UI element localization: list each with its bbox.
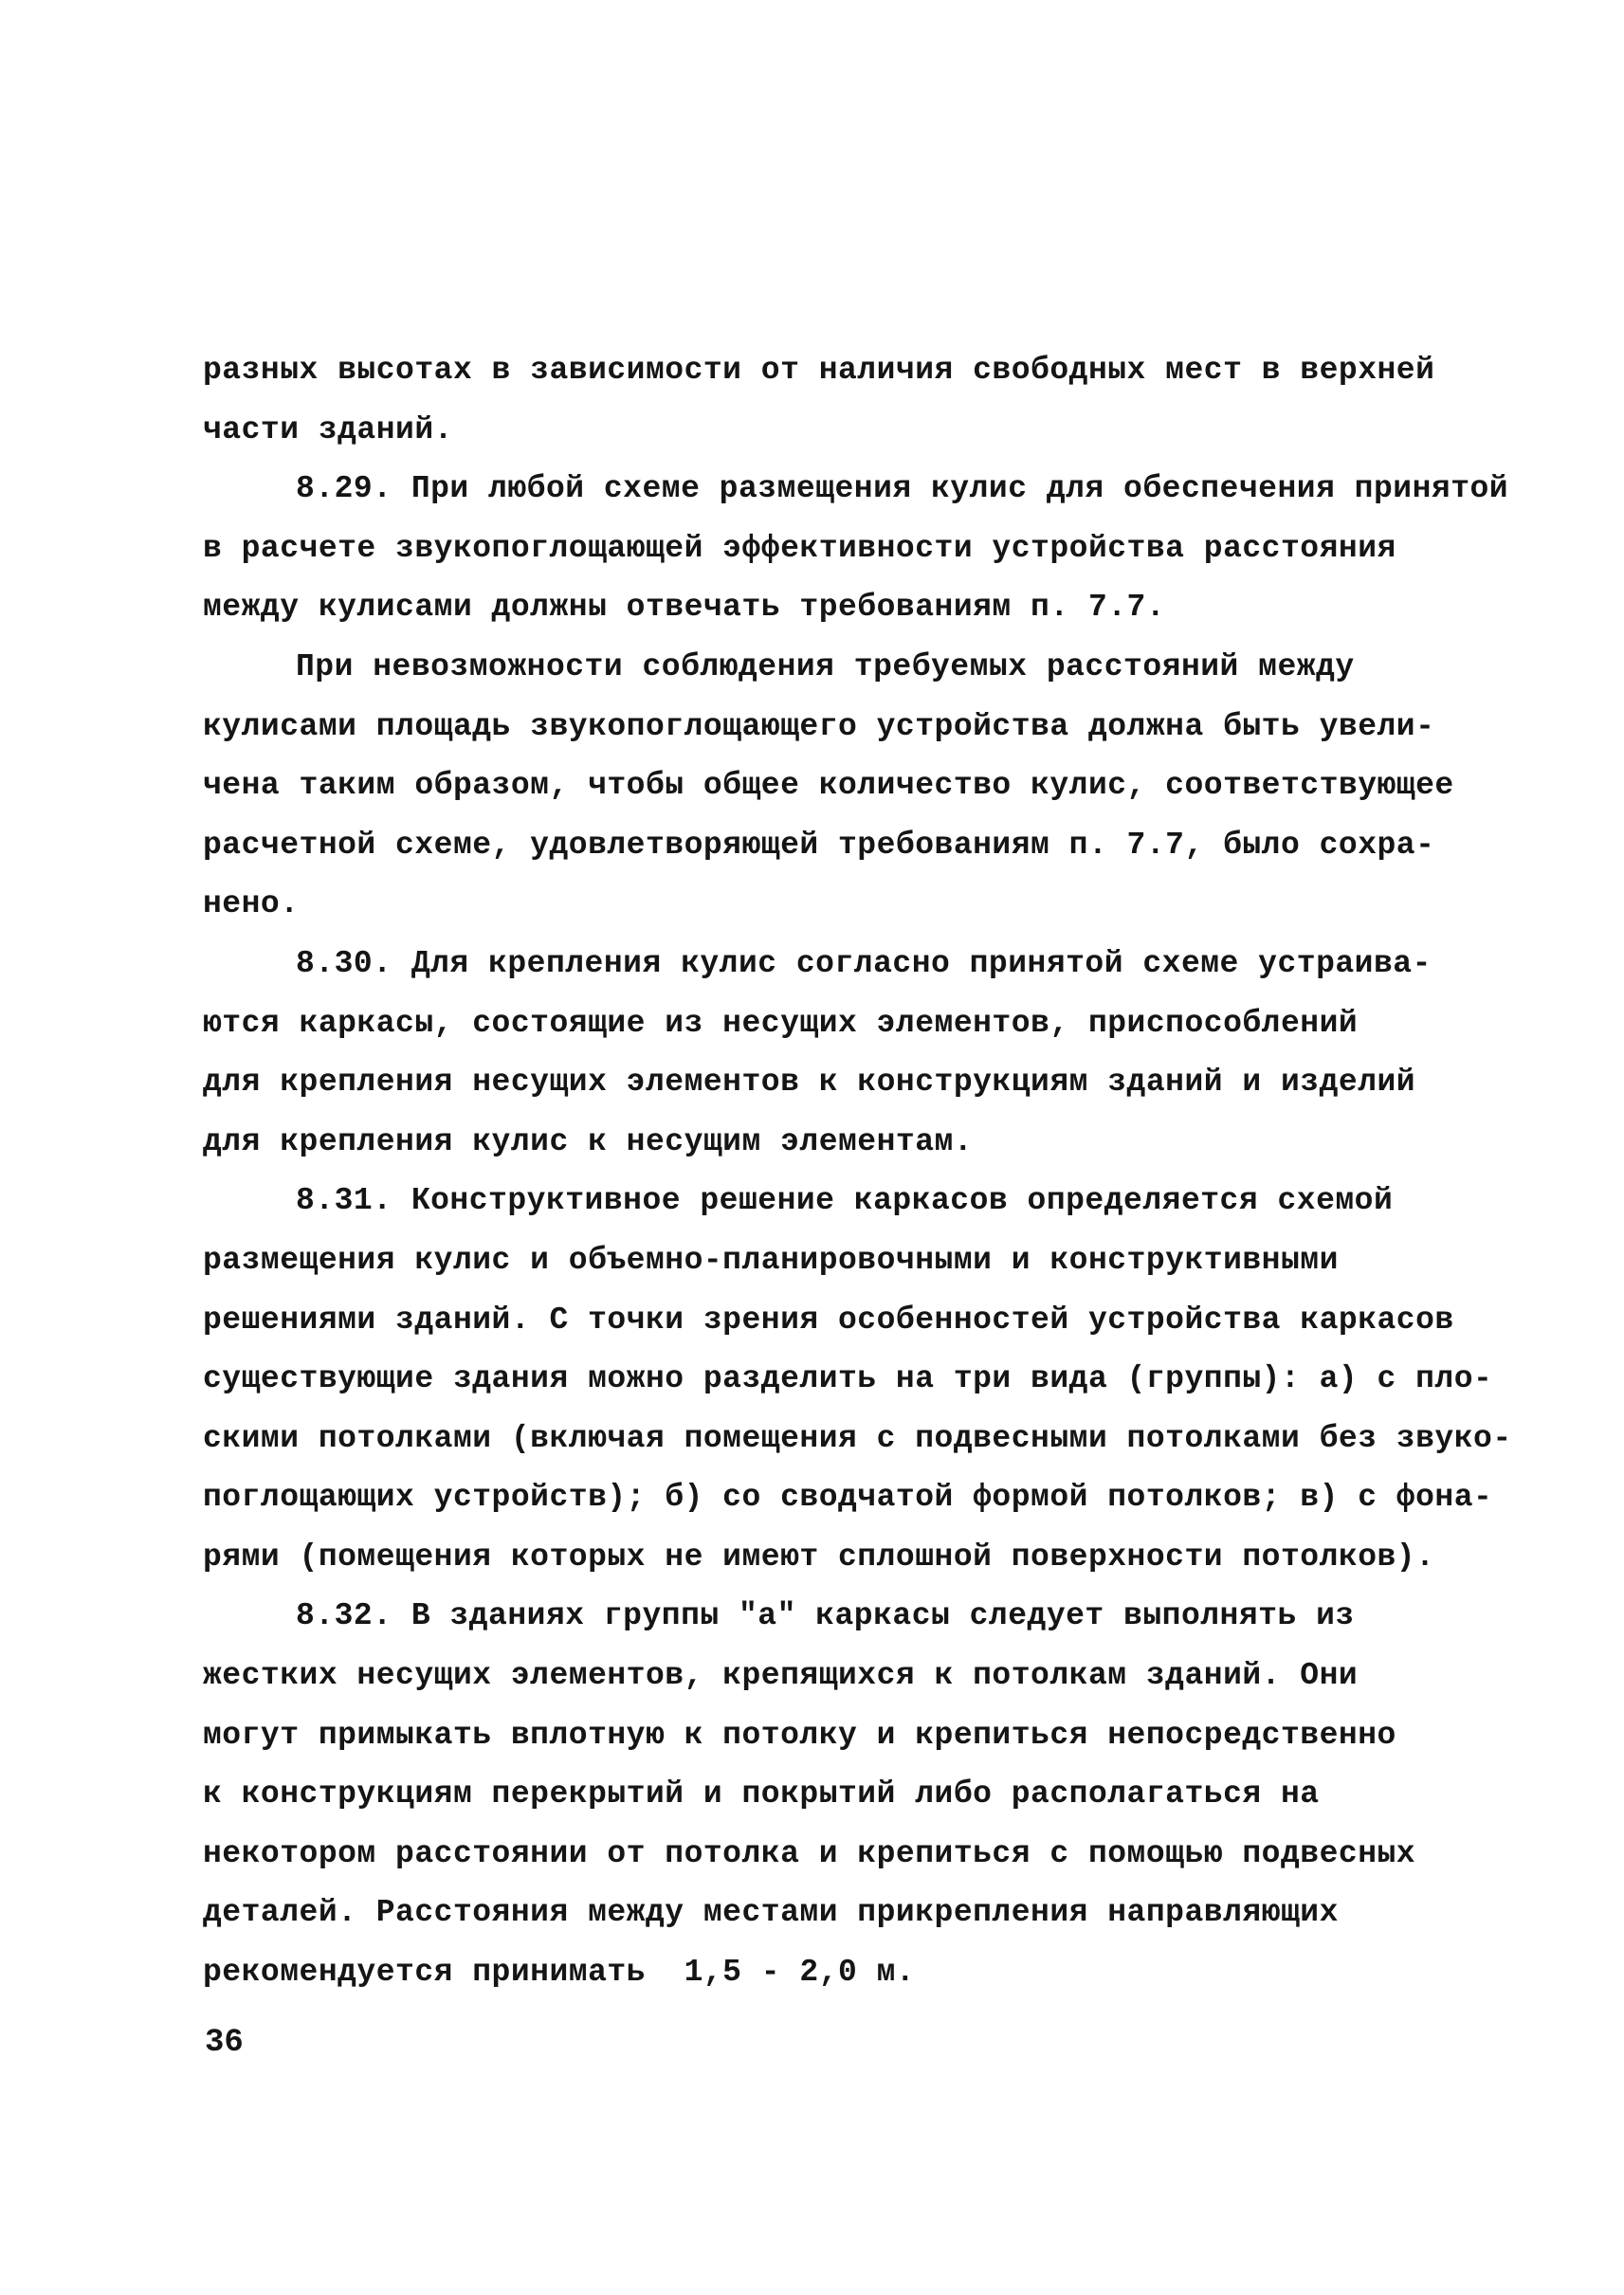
page-number: 36 <box>205 2025 244 2061</box>
text-line: кулисами площадь звукопоглощающего устройства должна быть увели- <box>203 708 1435 744</box>
text-line: скими потолками (включая помещения с подвесными потолками без звуко- <box>203 1420 1512 1456</box>
text-line: решениями зданий. С точки зрения особенностей устройства каркасов <box>203 1302 1454 1338</box>
text-line: к конструкциям перекрытий и покрытий либо располагаться на <box>203 1776 1320 1812</box>
text-line: деталей. Расстояния между местами прикрепления направляющих <box>203 1895 1339 1931</box>
text-line: размещения кулис и объемно-планировочными и конструктивными <box>203 1242 1339 1278</box>
text-line: между кулисами должны отвечать требованиям п. 7.7. <box>203 590 1166 626</box>
text-line: для крепления кулис к несущим элементам. <box>203 1123 974 1159</box>
text-line: ются каркасы, состоящие из несущих элементов, приспособлений <box>203 1005 1359 1041</box>
text-line: расчетной схеме, удовлетворяющей требованиям п. 7.7, было сохра- <box>203 827 1435 863</box>
paragraph-8-32-start: 8.32. В зданиях группы "а" каркасы следует выполнять из <box>296 1598 1355 1634</box>
paragraph-8-29-start: 8.29. При любой схеме размещения кулис для обеспечения принятой <box>296 471 1509 507</box>
text-line: поглощающих устройств); б) со сводчатой формой потолков; в) с фона- <box>203 1480 1493 1516</box>
text-line: некотором расстоянии от потолка и крепиться с помощью подвесных <box>203 1835 1416 1871</box>
paragraph-start: При невозможности соблюдения требуемых расстояний между <box>296 648 1355 684</box>
text-line: разных высотах в зависимости от наличия свободных мест в верхней <box>203 353 1435 388</box>
paragraph-8-31-start: 8.31. Конструктивное решение каркасов определяется схемой <box>296 1183 1394 1219</box>
text-line: чена таким образом, чтобы общее количество кулис, соответствующее <box>203 768 1454 804</box>
paragraph-8-30-start: 8.30. Для крепления кулис согласно принятой схеме устраива- <box>296 945 1432 981</box>
text-line: части зданий. <box>203 411 453 447</box>
body-text <box>203 341 1512 2003</box>
text-line: рекомендуется принимать 1,5 - 2,0 м. <box>203 1955 916 1991</box>
text-line: жестких несущих элементов, крепящихся к потолкам зданий. Они <box>203 1658 1359 1694</box>
text-line: могут примыкать вплотную к потолку и крепиться непосредственно <box>203 1717 1396 1753</box>
text-line: нено. <box>203 886 300 922</box>
text-line: рями (помещения которых не имеют сплошной поверхности потолков). <box>203 1539 1435 1575</box>
text-line: в расчете звукопоглощающей эффективности устройства расстояния <box>203 530 1396 566</box>
text-line: существующие здания можно разделить на три вида (группы): а) с пло- <box>203 1361 1493 1397</box>
text-line: для крепления несущих элементов к конструкциям зданий и изделий <box>203 1065 1416 1101</box>
